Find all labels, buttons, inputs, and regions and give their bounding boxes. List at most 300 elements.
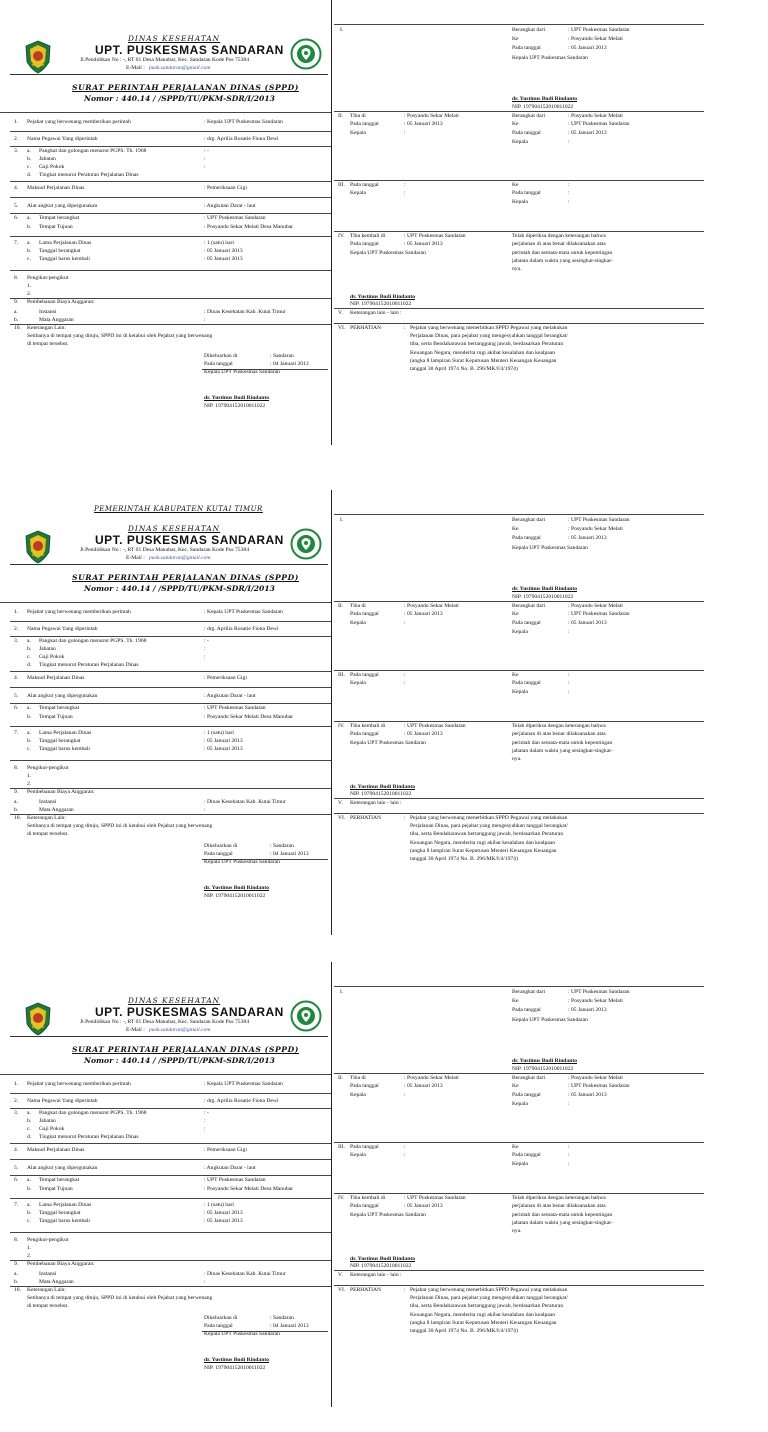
sign-dikeluarkan-value: : Sandaran — [270, 1315, 294, 1321]
row-rule — [10, 1143, 331, 1144]
row6-value-b: : Posyandu Sekar Melati Desa Manubar — [204, 224, 294, 230]
s3-no: III. — [338, 182, 345, 188]
row4-no: 4. — [14, 1147, 19, 1153]
s6-label: PERHATIAN — [350, 325, 382, 331]
row3-label-d: Tingkat menurut Peraturan Perjalanan Dinas — [39, 172, 139, 178]
row5-label: Alat angkut yang dipergunakan — [27, 203, 98, 209]
s6-line4: Keuangan Negara, menderita rugi akibat kesalahan dan kealpaan — [410, 1312, 556, 1318]
row3-label-a: Pangkat dan golongan menurut PGPS. Th. 1968 — [39, 1110, 147, 1116]
row5-value: : Angkutan Darat - laut — [204, 1165, 256, 1171]
row-rule — [10, 726, 331, 727]
row-rule — [10, 197, 331, 198]
row7-label-a: Lama Perjalanan Dinas — [39, 730, 92, 736]
row5-no: 5. — [14, 203, 19, 209]
row3-value-a: : - — [204, 148, 209, 154]
s1-kepala: Kepala UPT Puskesmas Sandaran — [512, 545, 588, 551]
sign-pada-value: : 04 Januari 2013 — [270, 361, 309, 367]
s6-no: VI. — [338, 1287, 346, 1293]
row7-label-c: Tanggal harus kembali — [39, 1218, 90, 1224]
s3-pada-value: : — [404, 1144, 406, 1150]
s2-kepala-value: : — [404, 620, 406, 626]
right-rule — [334, 231, 704, 232]
s4-text2: perjalanan di atas benar dilaksanakan atas — [512, 731, 606, 737]
row1-value: : Kepala UPT Puskesmas Sandaran — [204, 1081, 283, 1087]
row-rule — [10, 1198, 331, 1199]
header-email[interactable]: pusk.sandaran@gmail.com — [149, 555, 211, 561]
s6-line2: Perjalanan Dinas, para pejabat yang mengesyahkan tanggal berangkat/ — [410, 823, 568, 829]
s4-nama: dr. Yustinus Budi Rindanto — [350, 294, 415, 300]
right-rule — [334, 514, 704, 515]
s6-line6: tanggal 30 April 1974 No. B. 296/MK/I/4/1974) — [410, 856, 518, 862]
row7-label-b: Tanggal berangkat — [39, 248, 81, 254]
header-email-label: E-Mail : — [126, 555, 145, 561]
kutai-timur-logo — [24, 40, 52, 74]
s4-text3: perintah dan semata-mata untuk kepentingan — [512, 740, 613, 746]
row-rule — [10, 213, 331, 214]
row7-value-b: : 05 Januari 2013 — [204, 1210, 243, 1216]
row5-value: : Angkutan Darat - laut — [204, 693, 256, 699]
s3-no: III. — [338, 1144, 345, 1150]
sppd-sheet — [0, 490, 768, 960]
s1-ke: Ke — [512, 36, 519, 42]
s2-berangkat: Berangkat dari — [512, 113, 546, 119]
row6-a: a. — [27, 215, 31, 221]
row8-item2: 2. — [27, 781, 32, 787]
row-rule — [10, 1108, 331, 1109]
s3-pada: Pada tanggal — [350, 182, 379, 188]
s4-text1: Telah diperiksa dengan keterangan bahwa — [512, 1195, 606, 1201]
row3-label-c: Gaji Pokok — [39, 1126, 65, 1132]
s3-kepala: Kepala — [350, 190, 366, 196]
row7-label-c: Tanggal harus kembali — [39, 746, 90, 752]
header-dinas: DINAS KESEHATAN — [128, 996, 221, 1005]
sign-jabatan: Kepala UPT Puskesmas Sandaran — [204, 859, 280, 865]
sign-dikeluarkan: Dikeluarkan di — [204, 1315, 238, 1321]
row7-value-c: : 05 Januari 2013 — [204, 256, 243, 262]
row7-a: a. — [27, 240, 31, 246]
row4-label: Maksud Perjalanan Dinas — [27, 1147, 85, 1153]
row7-c: c. — [27, 746, 31, 752]
row-rule — [10, 1260, 331, 1261]
kutai-timur-logo — [24, 530, 52, 564]
right-rule — [334, 1142, 704, 1143]
header-email[interactable]: pusk.sandaran@gmail.com — [149, 65, 211, 71]
s4-kepala: Kepala UPT Puskesmas Sandaran — [350, 1212, 426, 1218]
s2-berangkat: Berangkat dari — [512, 1075, 546, 1081]
row5-label: Alat angkut yang dipergunakan — [27, 693, 98, 699]
s6-line2: Perjalanan Dinas, para pejabat yang mengesyahkan tanggal berangkat/ — [410, 1295, 568, 1301]
s5-no: V. — [338, 310, 343, 316]
s3-pada-value: : — [404, 182, 406, 188]
sign-pada-value: : 04 Januari 2013 — [270, 1323, 309, 1329]
s6-colon: : — [404, 1287, 406, 1293]
s3-ke-value: : — [568, 672, 570, 678]
s1-pada-value: : 05 Januari 2013 — [568, 535, 607, 541]
header-puskesmas: UPT. PUSKESMAS SANDARAN — [95, 43, 284, 57]
s2-pada2: Pada tanggal — [512, 130, 541, 136]
sppd-title: SURAT PERINTAH PERJALANAN DINAS (SPPD) — [72, 573, 299, 582]
row2-label: Nama Pegawai Yang diperintah — [27, 136, 98, 142]
row10-no: 10. — [14, 815, 21, 821]
row-rule — [10, 1093, 331, 1094]
row7-label-a: Lama Perjalanan Dinas — [39, 240, 92, 246]
s1-pada: Pada tanggal — [512, 1007, 541, 1013]
s2-tiba-value: : Posyandu Sekar Melati — [404, 1075, 459, 1081]
right-rule — [334, 1270, 704, 1271]
row6-label-a: Tempat berangkat — [39, 705, 80, 711]
s3-ke: Ke — [512, 182, 519, 188]
s6-line3: tiba, serta Bendaharawan bertanggung jawab, berdasarkan Peraturan — [410, 831, 564, 837]
row3-b: b. — [27, 646, 32, 652]
row6-label-a: Tempat berangkat — [39, 1177, 80, 1183]
row-rule — [0, 602, 331, 603]
sppd-sheet — [0, 0, 768, 470]
row8-label: Pengikut-pengikut — [27, 275, 69, 281]
row9-value-a: : Dinas Kesehatan Kab. Kutai Timur — [204, 799, 286, 805]
row4-value: : Pemeriksaan Gigi — [204, 1147, 247, 1153]
s4-no: IV. — [338, 723, 345, 729]
row7-b: b. — [27, 1210, 32, 1216]
row-rule — [10, 671, 331, 672]
right-rule — [334, 1285, 704, 1286]
row6-value-a: : UPT Puskesmas Sandaran — [204, 705, 266, 711]
header-puskesmas: UPT. PUSKESMAS SANDARAN — [95, 533, 284, 547]
row7-b: b. — [27, 248, 32, 254]
s4-pada-value: : 05 Januari 2013 — [404, 241, 443, 247]
row6-b: b. — [27, 224, 32, 230]
row9-b: b. — [14, 1279, 19, 1285]
s1-nama: dr. Yustinus Budi Rindanto — [512, 1058, 577, 1064]
row9-label: Pembebanan Biaya Anggaran: — [27, 299, 95, 305]
row1-value: : Kepala UPT Puskesmas Sandaran — [204, 119, 283, 125]
row2-no: 2. — [14, 626, 19, 632]
sign-pada-value: : 04 Januari 2013 — [270, 851, 309, 857]
s4-pada: Pada tanggal — [350, 1203, 379, 1209]
row7-label-b: Tanggal berangkat — [39, 1210, 81, 1216]
right-rule — [334, 986, 704, 987]
s6-line3: tiba, serta Bendaharawan bertanggung jawab, berdasarkan Peraturan — [410, 341, 564, 347]
divider-line — [331, 962, 332, 1407]
row9-label-b: Mata Anggaran — [39, 1279, 74, 1285]
row-rule — [10, 760, 331, 761]
row5-no: 5. — [14, 693, 19, 699]
s3-pada2-value: : — [568, 680, 570, 686]
s3-kepala2-value: : — [568, 199, 570, 205]
row-rule — [10, 181, 331, 182]
header-dinas: DINAS KESEHATAN — [128, 524, 221, 533]
s6-line2: Perjalanan Dinas, para pejabat yang mengesyahkan tanggal berangkat/ — [410, 333, 568, 339]
s4-nip: NIP. 197904152010011022 — [350, 791, 412, 797]
s3-ke-value: : — [568, 1144, 570, 1150]
row3-label-a: Pangkat dan golongan menurut PGPS. Th. 1968 — [39, 638, 147, 644]
s4-nama: dr. Yustinus Budi Rindanto — [350, 784, 415, 790]
s3-pada2-value: : — [568, 190, 570, 196]
s6-line1: Pejabat yang berwenang menerbitkan SPPD Pegawai yang melakukan — [410, 1287, 568, 1293]
s4-nama: dr. Yustinus Budi Rindanto — [350, 1256, 415, 1262]
s1-kepala: Kepala UPT Puskesmas Sandaran — [512, 1017, 588, 1023]
row9-label-b: Mata Anggaran — [39, 807, 74, 813]
s1-pada-value: : 05 Januari 2013 — [568, 1007, 607, 1013]
s1-berangkat-value: : UPT Puskesmas Sandaran — [568, 517, 630, 523]
s3-kepala2-value: : — [568, 1161, 570, 1167]
s6-colon: : — [404, 815, 406, 821]
row8-label: Pengikut-pengikut — [27, 1237, 69, 1243]
s4-kepala: Kepala UPT Puskesmas Sandaran — [350, 740, 426, 746]
row10-label: Keterangan Lain: — [27, 1287, 66, 1293]
right-rule — [334, 601, 704, 602]
s2-pada2-value: : 05 Januari 2013 — [568, 1092, 607, 1098]
sign-pada: Pada tanggal — [204, 851, 233, 857]
s1-pada: Pada tanggal — [512, 45, 541, 51]
row7-b: b. — [27, 738, 32, 744]
s4-tiba: Tiba kembali di — [350, 723, 386, 729]
row-rule — [10, 270, 331, 271]
s3-pada2: Pada tanggal — [512, 190, 541, 196]
row8-item1: 1. — [27, 1245, 32, 1251]
row6-b: b. — [27, 714, 32, 720]
row10-line2: di tempat tersebut. — [27, 341, 69, 347]
bakti-husada-logo — [290, 38, 322, 70]
row10-line1: Setibanya di tempat yang dituju, SPPD ini di ketahui oleh Pejabat yang berwenang — [27, 1295, 213, 1301]
header-email[interactable]: pusk.sandaran@gmail.com — [149, 1027, 211, 1033]
row7-value-a: : 1 (satu) hari — [204, 730, 234, 736]
s2-no: II. — [338, 1075, 344, 1081]
s3-kepala-value: : — [404, 1152, 406, 1158]
s3-pada-value: : — [404, 672, 406, 678]
s1-ke: Ke — [512, 998, 519, 1004]
row-rule — [0, 1074, 331, 1075]
s5-label: Keterangan lain - lain : — [350, 800, 402, 806]
row10-no: 10. — [14, 1287, 21, 1293]
s6-line4: Keuangan Negara, menderita rugi akibat kesalahan dan kealpaan — [410, 840, 556, 846]
s5-no: V. — [338, 1272, 343, 1278]
row3-label-d: Tingkat menurut Peraturan Perjalanan Dinas — [39, 662, 139, 668]
s1-berangkat: Berangkat dari — [512, 27, 546, 33]
row3-colon-b: : — [204, 1118, 206, 1124]
bakti-husada-logo — [290, 1000, 322, 1032]
sign-nip: NIP. 197904152010011022 — [204, 403, 266, 409]
row3-c: c. — [27, 1126, 31, 1132]
sign-pada: Pada tanggal — [204, 1323, 233, 1329]
right-rule — [334, 1073, 704, 1074]
row-rule — [10, 1159, 331, 1160]
row3-no: 3. — [14, 1110, 19, 1116]
s2-tiba: Tiba di — [350, 1075, 366, 1081]
s2-kepala2-value: : — [568, 629, 570, 635]
s4-text5: nya. — [512, 756, 522, 762]
right-rule — [334, 813, 704, 814]
row10-line1: Setibanya di tempat yang dituju, SPPD ini di ketahui oleh Pejabat yang berwenang — [27, 823, 213, 829]
row7-no: 7. — [14, 730, 19, 736]
row3-a: a. — [27, 1110, 31, 1116]
s2-ke-value: : UPT Puskesmas Sandaran — [568, 1083, 630, 1089]
s1-ke: Ke — [512, 526, 519, 532]
row9-value-a: : Dinas Kesehatan Kab. Kutai Timur — [204, 309, 286, 315]
s1-pada-value: : 05 Januari 2013 — [568, 45, 607, 51]
s6-line5: (angka 8 lampiran Surat Keputusan Menteri Keuangan Keuangan — [410, 848, 557, 854]
s1-no: I. — [340, 27, 344, 33]
s4-text4: jabatan dalam waktu yang sesingkat-singkat- — [512, 748, 613, 754]
divider-line — [331, 490, 332, 935]
s1-berangkat: Berangkat dari — [512, 517, 546, 523]
s6-line6: tanggal 30 April 1974 No. B. 296/MK/I/4/1974) — [410, 366, 518, 372]
row6-no: 6. — [14, 215, 19, 221]
s2-no: II. — [338, 113, 344, 119]
row8-item1: 1. — [27, 283, 32, 289]
row8-no: 8. — [14, 275, 19, 281]
header-dinas: DINAS KESEHATAN — [128, 34, 221, 43]
s2-no: II. — [338, 603, 344, 609]
bakti-husada-logo — [290, 528, 322, 560]
s6-no: VI. — [338, 815, 346, 821]
s1-ke-value: : Posyandu Sekar Melati — [568, 36, 623, 42]
row3-label-b: Jabatan — [39, 156, 56, 162]
row-rule — [10, 1286, 331, 1287]
s4-tiba-value: : UPT Puskesmas Sandaran — [404, 723, 466, 729]
s6-colon: : — [404, 325, 406, 331]
row3-d: d. — [27, 662, 32, 668]
row6-label-a: Tempat berangkat — [39, 215, 80, 221]
row3-colon-b: : — [204, 646, 206, 652]
row7-value-c: : 05 Januari 2013 — [204, 1218, 243, 1224]
row3-d: d. — [27, 172, 32, 178]
s3-kepala-value: : — [404, 680, 406, 686]
s1-berangkat-value: : UPT Puskesmas Sandaran — [568, 989, 630, 995]
sign-jabatan: Kepala UPT Puskesmas Sandaran — [204, 1331, 280, 1337]
s3-ke-value: : — [568, 182, 570, 188]
row-rule — [10, 621, 331, 622]
s3-kepala: Kepala — [350, 1152, 366, 1158]
row4-value: : Pemeriksaan Gigi — [204, 675, 247, 681]
row7-value-b: : 05 Januari 2013 — [204, 248, 243, 254]
row9-b: b. — [14, 317, 19, 323]
row4-no: 4. — [14, 185, 19, 191]
sign-nip: NIP. 197904152010011022 — [204, 893, 266, 899]
s4-nip: NIP. 197904152010011022 — [350, 301, 412, 307]
s2-kepala2: Kepala — [512, 629, 528, 635]
row3-c: c. — [27, 164, 31, 170]
s4-text2: perjalanan di atas benar dilaksanakan atas — [512, 1203, 606, 1209]
s3-ke: Ke — [512, 1144, 519, 1150]
s2-pada: Pada tanggal — [350, 611, 379, 617]
s4-text3: perintah dan semata-mata untuk kepentingan — [512, 250, 613, 256]
row3-label-d: Tingkat menurut Peraturan Perjalanan Dinas — [39, 1134, 139, 1140]
sppd-nomor: Nomor : 440.14 / /SPPD/TU/PKM-SDR/I/2013 — [84, 1056, 275, 1065]
row-rule — [10, 131, 331, 132]
row3-colon-c: : — [204, 164, 206, 170]
row3-colon-b: : — [204, 156, 206, 162]
row9-a: a. — [14, 799, 18, 805]
s2-tiba: Tiba di — [350, 603, 366, 609]
row-rule — [10, 687, 331, 688]
s6-label: PERHATIAN — [350, 1287, 382, 1293]
s5-no: V. — [338, 800, 343, 806]
s4-kepala: Kepala UPT Puskesmas Sandaran — [350, 250, 426, 256]
row7-no: 7. — [14, 240, 19, 246]
s4-text3: perintah dan semata-mata untuk kepentingan — [512, 1212, 613, 1218]
s3-kepala2: Kepala — [512, 1161, 528, 1167]
s6-line5: (angka 8 lampiran Surat Keputusan Menteri Keuangan Keuangan — [410, 1320, 557, 1326]
s6-line5: (angka 8 lampiran Surat Keputusan Menteri Keuangan Keuangan — [410, 358, 557, 364]
row4-value: : Pemeriksaan Gigi — [204, 185, 247, 191]
s2-pada-value: : 05 Januari 2013 — [404, 121, 443, 127]
sign-dikeluarkan: Dikeluarkan di — [204, 353, 238, 359]
s3-ke: Ke — [512, 672, 519, 678]
row8-label: Pengikut-pengikut — [27, 765, 69, 771]
row8-item2: 2. — [27, 1253, 32, 1259]
s4-text1: Telah diperiksa dengan keterangan bahwa — [512, 233, 606, 239]
row6-b: b. — [27, 1186, 32, 1192]
row-rule — [0, 112, 331, 113]
sign-dikeluarkan-value: : Sandaran — [270, 843, 294, 849]
row5-label: Alat angkut yang dipergunakan — [27, 1165, 98, 1171]
row3-b: b. — [27, 1118, 32, 1124]
row7-c: c. — [27, 1218, 31, 1224]
row9-value-b: : — [204, 807, 206, 813]
s4-text4: jabatan dalam waktu yang sesingkat-singkat- — [512, 1220, 613, 1226]
s4-tiba-value: : UPT Puskesmas Sandaran — [404, 233, 466, 239]
s2-kepala-value: : — [404, 1092, 406, 1098]
s4-text5: nya. — [512, 266, 522, 272]
s2-berangkat-value: : Posyandu Sekar Melati — [568, 1075, 623, 1081]
s4-text2: perjalanan di atas benar dilaksanakan atas — [512, 241, 606, 247]
s2-kepala2-value: : — [568, 139, 570, 145]
header-rule — [10, 74, 328, 75]
s1-pada: Pada tanggal — [512, 535, 541, 541]
s2-kepala2: Kepala — [512, 1101, 528, 1107]
row7-label-b: Tanggal berangkat — [39, 738, 81, 744]
s2-pada2-value: : 05 Januari 2013 — [568, 130, 607, 136]
s2-tiba-value: : Posyandu Sekar Melati — [404, 113, 459, 119]
s3-kepala: Kepala — [350, 680, 366, 686]
row3-a: a. — [27, 148, 31, 154]
row2-no: 2. — [14, 136, 19, 142]
s6-line6: tanggal 30 April 1974 No. B. 296/MK/I/4/1974) — [410, 1328, 518, 1334]
row1-value: : Kepala UPT Puskesmas Sandaran — [204, 609, 283, 615]
s3-kepala2: Kepala — [512, 199, 528, 205]
s5-label: Keterangan lain - lain : — [350, 310, 402, 316]
s2-pada-value: : 05 Januari 2013 — [404, 1083, 443, 1089]
row10-line1: Setibanya di tempat yang dituju, SPPD ini di ketahui oleh Pejabat yang berwenang — [27, 333, 213, 339]
s2-pada2-value: : 05 Januari 2013 — [568, 620, 607, 626]
s2-ke-value: : UPT Puskesmas Sandaran — [568, 121, 630, 127]
row5-no: 5. — [14, 1165, 19, 1171]
s2-pada: Pada tanggal — [350, 121, 379, 127]
s4-pada-value: : 05 Januari 2013 — [404, 1203, 443, 1209]
row3-label-c: Gaji Pokok — [39, 654, 65, 660]
row4-label: Maksud Perjalanan Dinas — [27, 185, 85, 191]
row6-no: 6. — [14, 705, 19, 711]
row7-label-c: Tanggal harus kembali — [39, 256, 90, 262]
row1-no: 1. — [14, 119, 19, 125]
sppd-nomor: Nomor : 440.14 / /SPPD/TU/PKM-SDR/I/2013 — [84, 94, 275, 103]
row2-value: : drg. Aprilia Rosatie Fiona Dewi — [204, 626, 279, 632]
right-rule — [334, 323, 704, 324]
s5-label: Keterangan lain - lain : — [350, 1272, 402, 1278]
s4-pada: Pada tanggal — [350, 731, 379, 737]
sppd-title: SURAT PERINTAH PERJALANAN DINAS (SPPD) — [72, 83, 299, 92]
sppd-sheet — [0, 962, 768, 1432]
sign-dikeluarkan: Dikeluarkan di — [204, 843, 238, 849]
header-address: Jl.Pendidikan No : -, RT 01 Desa Manubar, Kec. Sandaran Kode Pos 75384 — [80, 1019, 249, 1025]
s1-berangkat: Berangkat dari — [512, 989, 546, 995]
s2-tiba: Tiba di — [350, 113, 366, 119]
s2-pada2: Pada tanggal — [512, 620, 541, 626]
s1-no: I. — [340, 517, 344, 523]
row8-item2: 2. — [27, 291, 32, 297]
row-rule — [10, 1232, 331, 1233]
row3-colon-c: : — [204, 1126, 206, 1132]
